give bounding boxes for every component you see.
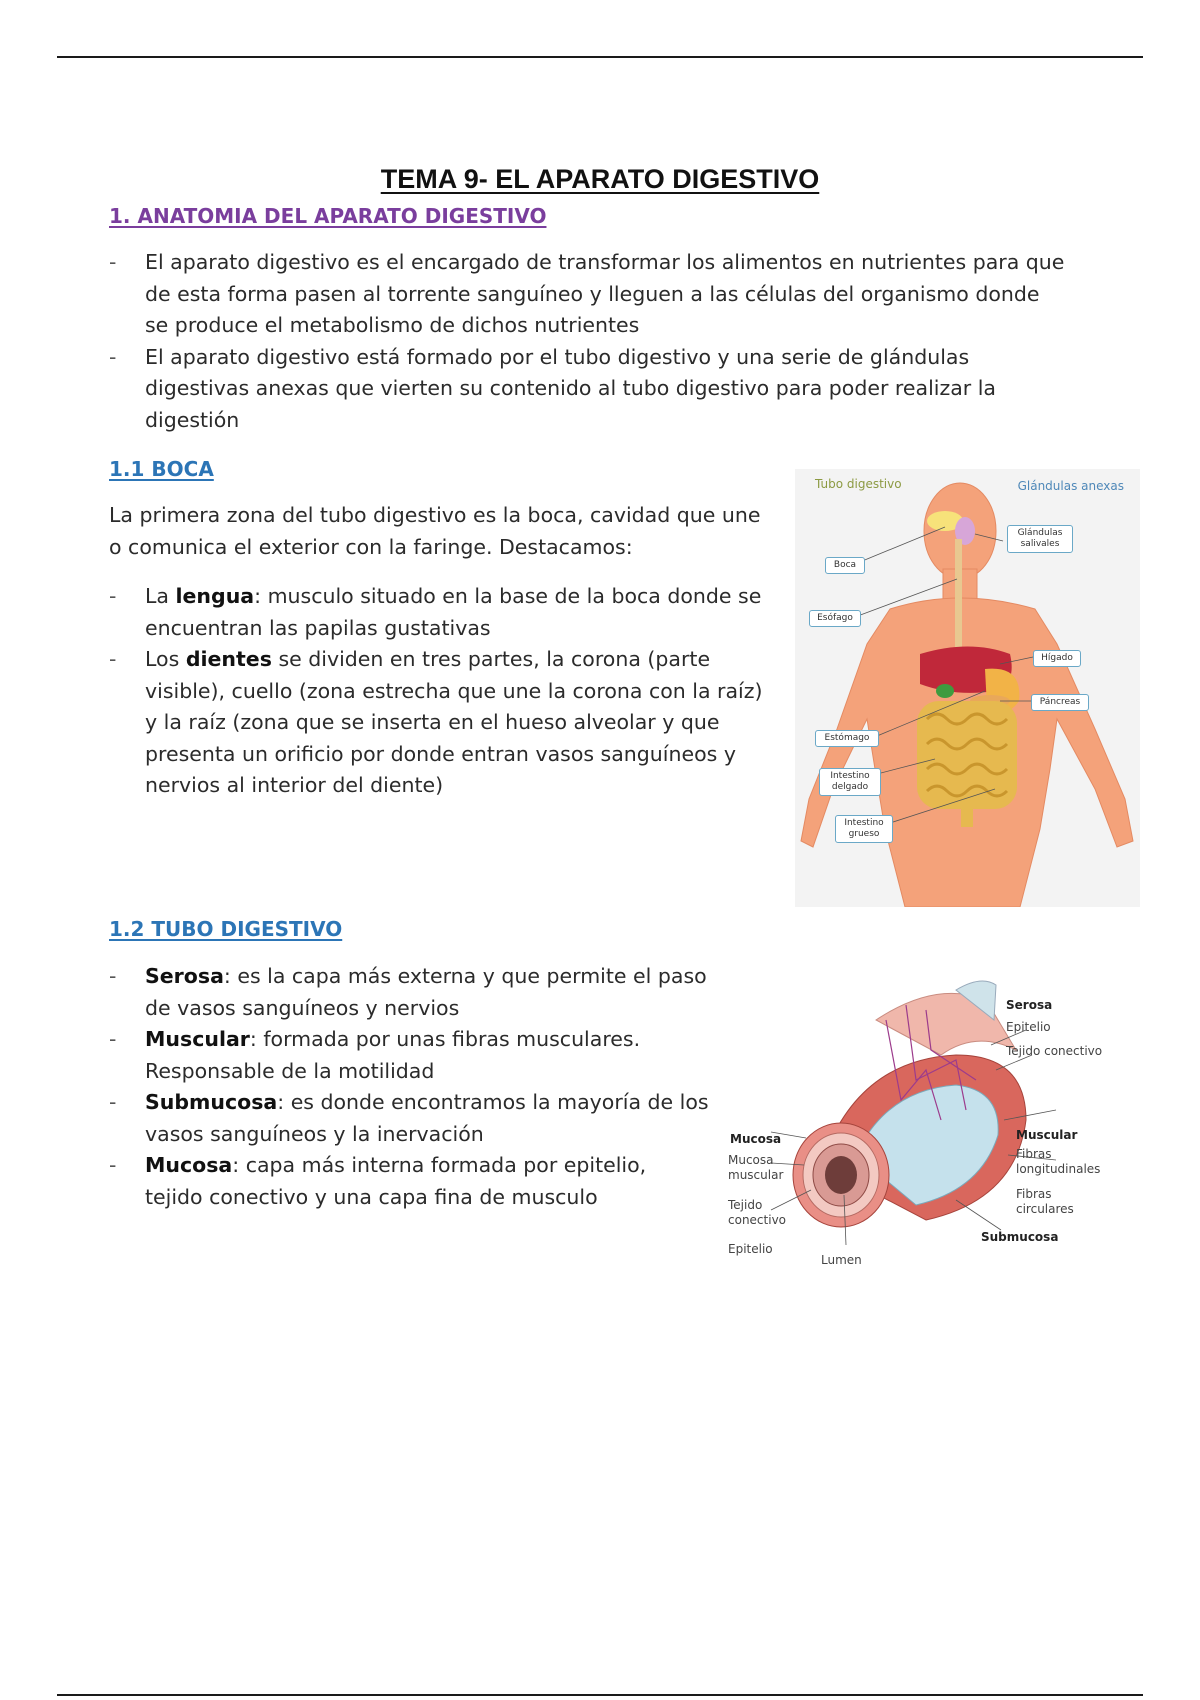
label-muscular: Muscular — [1016, 1128, 1078, 1142]
section-heading-tubo: 1.2 TUBO DIGESTIVO — [109, 917, 343, 941]
list-item: - El aparato digestivo está formado por el tubo digestivo y una serie de glándulas digestivas anexas que vierten su contenido al tubo digestivo para poder realizar la digestión — [109, 342, 1069, 437]
tubo-list — [109, 961, 709, 1213]
label-boca: Boca — [825, 557, 865, 574]
label-intestino-grueso: Intestino grueso — [835, 815, 893, 843]
label-glandulas-salivales: Glándulas salivales — [1007, 525, 1073, 553]
section-heading-boca: 1.1 BOCA — [109, 457, 214, 481]
label-tejido-conectivo-serosa: Tejido conectivo — [1006, 1044, 1103, 1058]
label-fibras-circulares: Fibras circulares — [1016, 1187, 1074, 1216]
term-mucosa: Mucosa — [145, 1153, 233, 1177]
top-rule — [57, 56, 1143, 58]
label-serosa: Serosa — [1006, 998, 1053, 1012]
term-dientes: dientes — [185, 647, 272, 671]
label-submucosa: Submucosa — [981, 1230, 1059, 1244]
section-heading-anatomia: 1. ANATOMIA DEL APARATO DIGESTIVO — [109, 204, 547, 228]
digestive-tube-layers-figure — [726, 960, 1126, 1280]
label-esofago: Esófago — [809, 610, 861, 627]
tube-illustration — [726, 960, 1126, 1280]
label-intestino-delgado: Intestino delgado — [819, 768, 881, 796]
label-mucosa-muscular: Mucosa muscular — [728, 1153, 784, 1182]
term-muscular: Muscular — [145, 1027, 250, 1051]
term-serosa: Serosa — [145, 964, 224, 988]
label-lumen: Lumen — [821, 1253, 862, 1267]
list-item: - Mucosa: capa más interna formada por epitelio, tejido conectivo y una capa fina de musculo — [109, 1150, 709, 1213]
label-epitelio-mucosa: Epitelio — [728, 1242, 773, 1256]
list-item: - Serosa: es la capa más externa y que permite el paso de vasos sanguíneos y nervios — [109, 961, 709, 1024]
label-estomago: Estómago — [815, 730, 879, 747]
digestive-system-figure — [795, 469, 1140, 907]
label-epitelio-serosa: Epitelio — [1006, 1020, 1051, 1034]
list-item: - La lengua: musculo situado en la base de la boca donde se encuentran las papilas gustativas — [109, 581, 779, 644]
header-glandulas-anexas: Glándulas anexas — [1017, 479, 1124, 493]
boca-intro: La primera zona del tubo digestivo es la boca, cavidad que une o comunica el exterior con la faringe. Destacamos: — [109, 503, 761, 559]
term-lengua: lengua — [175, 584, 255, 608]
label-mucosa: Mucosa — [730, 1132, 782, 1146]
header-tubo-digestivo: Tubo digestivo — [815, 477, 902, 491]
label-pancreas: Páncreas — [1031, 694, 1089, 711]
list-item: - Los dientes se dividen en tres partes, la corona (parte visible), cuello (zona estrecha que une la corona con la raíz) y la raíz (zona que se inserta en el hueso alveolar y que presenta un orificio por donde entran vasos sanguíneos y nervios al interior del diente) — [109, 644, 779, 802]
label-fibras-longitudinales: Fibras longitudinales — [1016, 1147, 1101, 1176]
label-tejido-conectivo-mucosa: Tejido conectivo — [728, 1198, 787, 1227]
list-item: - Submucosa: es donde encontramos la mayoría de los vasos sanguíneos y la inervación — [109, 1087, 709, 1150]
list-item: - Muscular: formada por unas fibras musculares. Responsable de la motilidad — [109, 1024, 709, 1087]
bottom-rule — [57, 1694, 1143, 1696]
anatomia-list — [109, 247, 1069, 436]
page-title: TEMA 9- EL APARATO DIGESTIVO — [380, 164, 820, 195]
term-submucosa: Submucosa — [145, 1090, 278, 1114]
boca-list — [109, 581, 779, 802]
list-item: - El aparato digestivo es el encargado de transformar los alimentos en nutrientes para que de esta forma pasen al torrente sanguíneo y lleguen a las células del organismo donde se produce el metabolismo de dichos nutrientes — [109, 247, 1069, 342]
label-higado: Hígado — [1033, 650, 1081, 667]
